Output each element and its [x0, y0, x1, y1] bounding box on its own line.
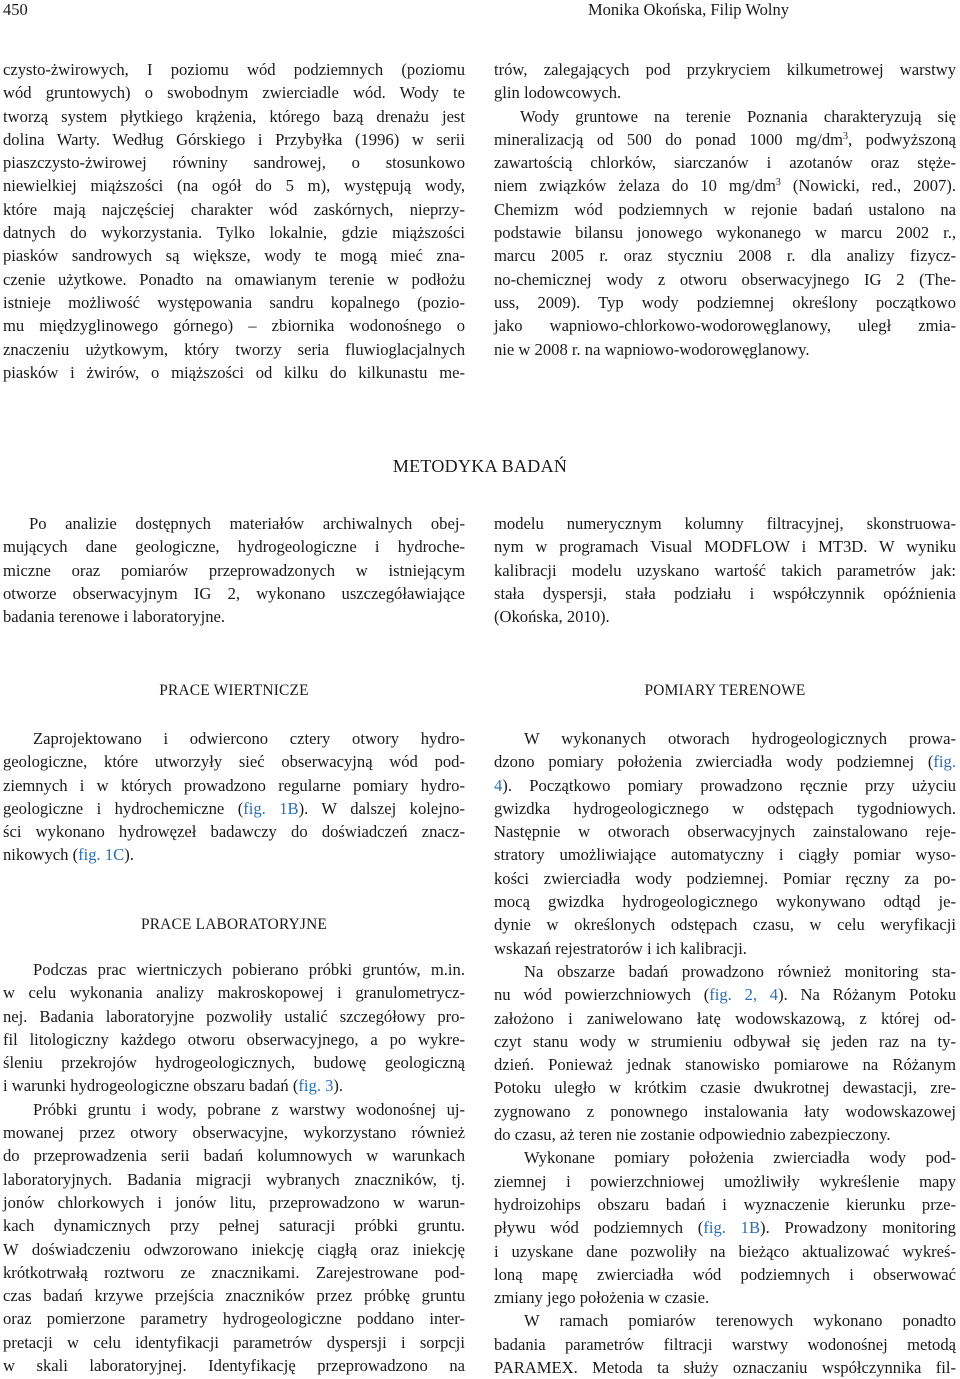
- text-run: geologiczne i hydrochemiczne (: [3, 798, 244, 818]
- text-run: i warunki hydrogeologiczne obszaru badań (: [3, 1076, 299, 1096]
- text-line: Podczas prac wiertniczych pobierano próbki gruntów, m.in.: [33, 960, 465, 979]
- text-line: w skali laboratoryjnej. Identyfikację przeprowadzono na: [3, 1356, 465, 1376]
- text-line: piaszczysto-żwirowej równiny sandrowej, o stosunkowo: [3, 153, 465, 173]
- text-run: dzono pomiary położenia zwierciadła wody podziemnej (: [494, 752, 934, 772]
- text-line: kości zwierciadła wody podziemnej. Pomiar ręczny za po-: [494, 868, 956, 888]
- text-line: podstawie bilansu jonowego wykonanego w marcu 2002 r.,: [494, 223, 956, 243]
- text-line: fil litologiczny każdego otworu obserwacyjnego, a po wykre-: [3, 1029, 465, 1049]
- text-line: Chemizm wód podziemnych w rejonie badań ustalono na: [494, 199, 956, 219]
- text-line: [494, 774, 956, 797]
- text-line: zawartością chlorków, siarczanów i azotanów oraz stęże-: [494, 153, 956, 173]
- text-run: nikowych (: [3, 845, 79, 865]
- text-line: znaczeniu użytkowym, który tworzy seria fluwioglacjalnych: [3, 339, 465, 359]
- text-line: niewielkiej miąższości (na ogół do 5 m), występują wody,: [3, 176, 465, 196]
- text-run: pływu wód podziemnych (: [494, 1218, 704, 1238]
- text-line: [3, 1074, 465, 1097]
- text-line: piasków sandrowych są większe, wody te mogą mieć zna-: [3, 246, 465, 266]
- text-line: mocą gwizdka hydrogeologicznego wykonywano odtąd je-: [494, 892, 956, 912]
- text-line: tworzą system płytkiego krążenia, którego bazą drenażu jest: [3, 106, 465, 126]
- text-line: trów, zalegających pod przykryciem kilkumetrowej warstwy: [494, 60, 956, 79]
- text-line: Próbki gruntu i wody, pobrane z warstwy wodonośnej uj-: [33, 1099, 465, 1119]
- text-line: czas badań krzywe przejścia znaczników przez próbkę gruntu: [3, 1286, 465, 1306]
- text-line: czysto-żwirowych, I poziomu wód podziemnych (poziomu: [3, 60, 465, 79]
- text-line: ziemnych i w których prowadzono regularne pomiary hydro-: [3, 775, 465, 795]
- text-line: (Okońska, 2010).: [494, 607, 610, 627]
- text-line: wód gruntowych) o swobodnym zwierciadle wód. Wody te: [3, 83, 465, 103]
- text-line: Potoku uległo w krótkim czasie dwukrotnej dewastacji, zre-: [494, 1078, 956, 1098]
- text-run: (Nowicki, red., 2007).: [780, 176, 956, 196]
- text-line: dolina Warty. Według Górskiego i Przybyłka (1996) w serii: [3, 129, 465, 149]
- text-line: nej. Badania laboratoryjne pozwoliły ustalić szczegółowy pro-: [3, 1006, 465, 1026]
- laboratory-text: [3, 958, 465, 1377]
- text-line: badania terenowe i laboratoryjne.: [3, 607, 226, 627]
- text-line: [3, 843, 465, 866]
- text-line: do przeprowadzenia serii badań kolumnowych w warunkach: [3, 1146, 465, 1166]
- text-line: glin lodowcowych.: [494, 83, 622, 103]
- text-run: nu wód powierzchniowych (: [494, 985, 710, 1005]
- text-line: które mają najczęściej charakter wód zaskórnych, nieprzy-: [3, 199, 465, 219]
- text-line: [494, 128, 956, 151]
- text-line: W ramach pomiarów terenowych wykonano ponadto: [524, 1311, 956, 1331]
- text-line: mu międzyglinowego górnego) – zbiornika wodonośnego o: [3, 316, 465, 336]
- text-line: [494, 750, 956, 773]
- text-line: jako wapniowo-chlorkowo-wodorowęglanowy, uległ zmia-: [494, 316, 956, 336]
- intro-left-column: [3, 58, 465, 384]
- text-line: zmiany jego położenia w czasie.: [494, 1288, 710, 1308]
- text-line: no-chemicznej wody z otworu obserwacyjnego IG 2 (The-: [494, 269, 956, 289]
- running-header: [0, 0, 960, 26]
- text-line: oraz pomierzone parametry hydrogeologiczne poddano inter-: [3, 1309, 465, 1329]
- figure-link[interactable]: fig. 1B: [703, 1218, 761, 1238]
- figure-link[interactable]: fig. 1B: [243, 798, 299, 818]
- figure-link[interactable]: 4: [494, 775, 503, 795]
- text-line: stała dyspersji, stała podziału i współczynnik opóźnienia: [494, 583, 956, 603]
- text-line: czenie użytkowe. Ponadto na omawianym terenie w podłożu: [3, 269, 465, 289]
- text-line: hydroizohips obszaru badań i wyznaczenie kierunku prze-: [494, 1194, 956, 1214]
- text-line: istnieje możliwość występowania sandru kopalnego (pozio-: [3, 292, 465, 312]
- text-line: mowanej przez otwory obserwacyjne, wykorzystano również: [3, 1123, 465, 1143]
- text-run: mineralizacją od 500 do ponad 1000 mg/dm: [494, 129, 844, 149]
- text-line: [494, 1216, 956, 1239]
- intro-right-column: [494, 58, 956, 361]
- text-line: modelu numerycznym kolumny filtracyjnej, skonstruowa-: [494, 514, 956, 533]
- text-line: jonów chlorkowych i jonów litu, przeprowadzono w warun-: [3, 1192, 465, 1212]
- text-line: loną mapę zwierciadła wód podziemnych i obserwować: [494, 1264, 956, 1284]
- text-line: krótkotrwałą roztworu ze znacznikami. Zarejestrowane pod-: [3, 1262, 465, 1282]
- text-line: geologiczne, które utworzyły sieć obserwacyjną wód pod-: [3, 752, 465, 772]
- superscript: 3: [775, 177, 781, 189]
- section-title: METODYKA BADAŃ: [392, 456, 568, 476]
- text-line: Na obszarze badań prowadzono również monitoring sta-: [524, 961, 956, 981]
- text-run: ). Prowadzony monitoring: [760, 1218, 956, 1238]
- text-line: [494, 983, 956, 1006]
- text-line: gwizdka hydrogeologicznego w odstępach tygodniowych.: [494, 798, 956, 818]
- subheading-laboratory: PRACE LABORATORYJNE: [140, 916, 328, 933]
- figure-link[interactable]: fig. 1C: [78, 845, 125, 865]
- text-line: [494, 174, 956, 197]
- text-line: miczne oraz pomiarów przeprowadzonych w istniejącym: [3, 560, 465, 580]
- text-line: PARAMEX. Metoda ta służy oznaczaniu współczynnika fil-: [494, 1358, 956, 1378]
- text-line: Wykonane pomiary położenia zwierciadła wody pod-: [524, 1148, 956, 1168]
- methods-right-column: [494, 512, 956, 628]
- text-run: niem związków żelaza do 10 mg/dm: [494, 176, 776, 196]
- text-run: ).: [333, 1076, 344, 1096]
- text-line: śleniu przekrojów hydrogeologicznych, budowę geologiczną: [3, 1053, 465, 1073]
- text-line: czyt stanu wody w strumieniu odbywał się jeden raz na ty-: [494, 1031, 956, 1051]
- text-line: Wody gruntowe na terenie Poznania charakteryzują się: [520, 106, 956, 126]
- text-line: ści wykonano hydrowęzeł badawczy do doświadczeń znacz-: [3, 822, 465, 842]
- text-line: Po analizie dostępnych materiałów archiwalnych obej-: [29, 514, 465, 533]
- text-line: datnych do wykorzystania. Tylko lokalnie, gdzie miąższości: [3, 223, 465, 243]
- text-line: dzień. Ponieważ jednak stanowisko pomiarowe na Różanym: [494, 1055, 956, 1075]
- figure-link[interactable]: fig.: [933, 752, 956, 772]
- text-line: zygnowano z ponownego instalowania łaty wodowskazowej: [494, 1101, 956, 1121]
- text-line: pretacji w celu identyfikacji parametrów dyspersji i sorpcji: [3, 1332, 465, 1352]
- text-line: do czasu, aż teren nie zostanie odpowiednio zabezpieczony.: [494, 1125, 891, 1145]
- text-line: badania parametrów filtracji warstwy wodonośnej metodą: [494, 1334, 956, 1354]
- text-line: [3, 797, 465, 820]
- subheading-field-measurements: POMIARY TERENOWE: [644, 682, 806, 699]
- text-line: dynie w określonych odstępach czasu, w celu weryfikacji: [494, 915, 956, 935]
- text-line: ziemnej i powierzchniowej umożliwiły wykreślenie mapy: [494, 1171, 956, 1191]
- text-line: założono i zaniwelowano łatę wodowskazową, z której od-: [494, 1008, 956, 1028]
- field-measurements-text: [494, 727, 956, 1379]
- figure-link[interactable]: fig. 3: [298, 1076, 334, 1096]
- text-line: otworze obserwacyjnym IG 2, wykonano uszczegóławiające: [3, 583, 465, 603]
- subheading-drilling: PRACE WIERTNICZE: [159, 682, 309, 699]
- running-header-authors: Monika Okońska, Filip Wolny: [588, 0, 789, 19]
- text-run: , podwyższoną: [848, 129, 956, 149]
- text-run: ).: [124, 845, 134, 865]
- text-line: i uzyskane dane pozwoliły na bieżąco aktualizować wykreś-: [494, 1241, 956, 1261]
- methods-left-column: [3, 512, 465, 628]
- text-line: stratory umożliwiające automatyczny i ciągły pomiar wyso-: [494, 845, 956, 865]
- text-line: Zaprojektowano i odwiercono cztery otwory hydro-: [33, 729, 465, 748]
- page-number: 450: [3, 0, 28, 19]
- text-line: kach dynamicznych przy pełnej saturacji próbki gruntu.: [3, 1216, 465, 1236]
- figure-link[interactable]: fig. 2, 4: [709, 985, 779, 1005]
- text-run: ). W dalszej kolejno-: [298, 798, 465, 818]
- text-run: ). Na Różanym Potoku: [778, 985, 956, 1005]
- text-line: piasków i żwirów, o miąższości od kilku do kilkunastu me-: [3, 362, 465, 382]
- text-line: marcu 2005 r. oraz styczniu 2008 r. dla analizy fizycz-: [494, 246, 956, 266]
- text-line: w celu wykonania analizy makroskopowej i granulometrycz-: [3, 983, 465, 1003]
- text-line: nym w programach Visual MODFLOW i MT3D. W wyniku: [494, 537, 956, 557]
- text-run: ). Początkowo pomiary prowadzono ręcznie przy użyciu: [502, 775, 956, 795]
- text-line: Następnie w otworach obserwacyjnych zainstalowano reje-: [494, 822, 956, 842]
- text-line: mujących dane geologiczne, hydrogeologiczne i hydroche-: [3, 537, 465, 557]
- text-line: nie w 2008 r. na wapniowo-wodorowęglanowy.: [494, 339, 810, 359]
- text-line: W wykonanych otworach hydrogeologicznych prowa-: [524, 729, 956, 748]
- drilling-text: [3, 727, 465, 867]
- superscript: 3: [843, 130, 849, 142]
- text-line: kalibracji modelu uzyskano wartość takich parametrów jak:: [494, 560, 956, 580]
- text-line: wskazań rejestratorów i ich kalibracji.: [494, 938, 747, 958]
- text-line: uss, 2009). Typ wody podziemnej określony początkowo: [494, 292, 956, 312]
- text-line: laboratoryjnych. Badania migracji wybranych znaczników, tj.: [3, 1169, 465, 1189]
- text-line: W doświadczeniu odwzorowano iniekcję ciągłą oraz iniekcję: [3, 1239, 465, 1259]
